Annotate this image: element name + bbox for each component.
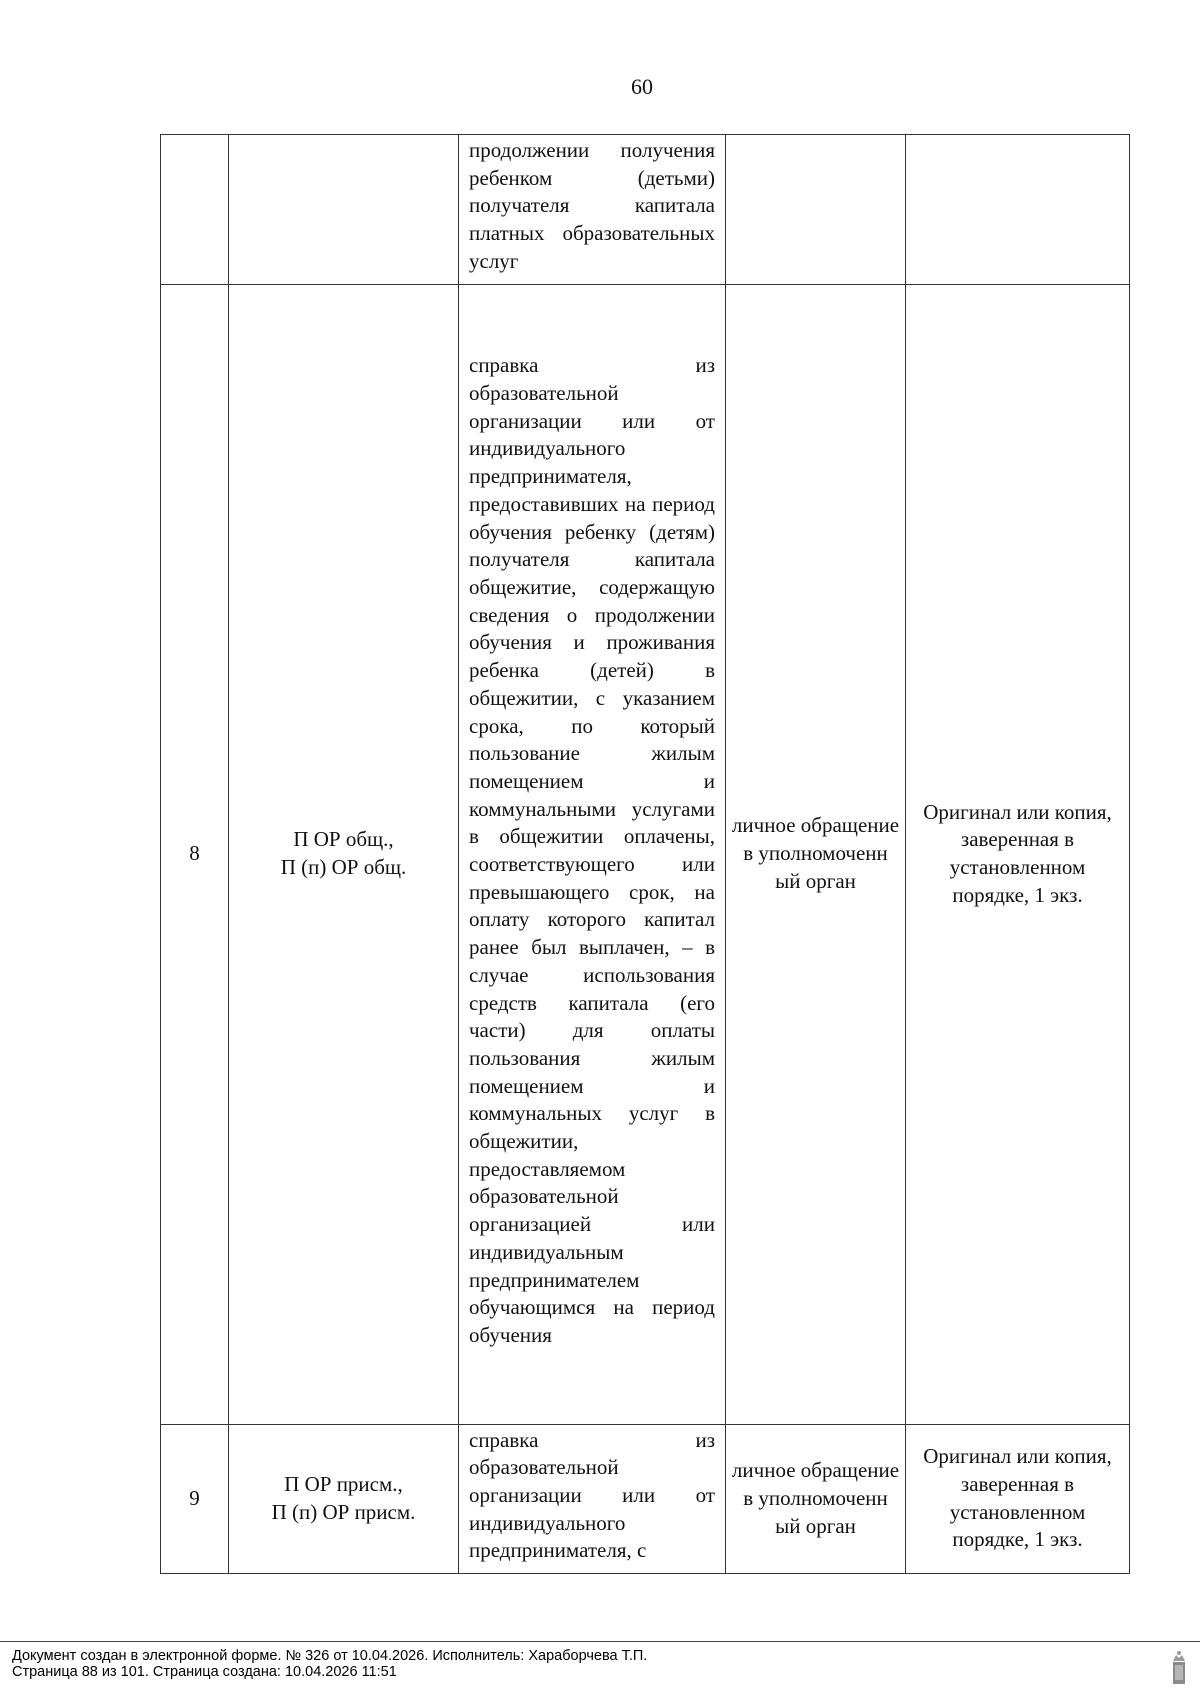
table-row <box>161 135 1130 285</box>
category-code-cell: П ОР общ., П (п) ОР общ. <box>229 284 459 1424</box>
footer-line-page: Страница 88 из 101. Страница создана: 10.04.2026 11:51 <box>12 1664 397 1680</box>
page-number: 60 <box>631 74 653 99</box>
row-number-cell: 9 <box>161 1424 229 1574</box>
footer-divider <box>0 1641 1200 1642</box>
document-form-cell: Оригинал или копия, заверенная в установленном порядке, 1 экз. <box>906 284 1130 1424</box>
document-form-cell <box>906 135 1130 285</box>
row-number-cell: 8 <box>161 284 229 1424</box>
document-footer <box>12 1648 647 1680</box>
document-form-cell: Оригинал или копия, заверенная в установленном порядке, 1 экз. <box>906 1424 1130 1574</box>
document-description-cell: продолжении получения ребенком (детьми) получателя капитала платных образовательных услуг <box>459 135 726 285</box>
document-description-cell: справка из образовательной организации или от индивидуального предпринимателя, предоставивших на период обучения ребенку (детям) получателя капитала общежитие, содержащую сведения о продолжении обучения и проживания ребенка (детей) в общежитии, с указанием срока, по который пользование жилым помещением и коммунальными услугами в общежитии оплачены, соответствующего или превышающего срок, на оплату которого капитал ранее был выплачен, – в случае использования средств капитала (его части) для оплаты пользования жилым помещением и коммунальных услуг в общежитии, предоставляемом образовательной организацией или индивидуальным предпринимателем обучающимся на период обучения <box>459 284 726 1424</box>
documents-table <box>160 134 1130 1574</box>
submission-method-cell <box>726 135 906 285</box>
document-description-cell: справка из образовательной организации или от индивидуального предпринимателя, с <box>459 1424 726 1574</box>
footer-line-document: Документ создан в электронной форме. № 326 от 10.04.2026. Исполнитель: Хараборчева Т.П. <box>12 1648 648 1664</box>
table-row <box>161 1424 1130 1574</box>
submission-method-cell: личное обращение в уполномоченн ый орган <box>726 1424 906 1574</box>
table-row <box>161 284 1130 1424</box>
category-code-cell: П ОР присм., П (п) ОР присм. <box>229 1424 459 1574</box>
category-code-cell <box>229 135 459 285</box>
coat-of-arms-icon <box>1170 1650 1188 1686</box>
submission-method-cell: личное обращение в уполномоченн ый орган <box>726 284 906 1424</box>
row-number-cell <box>161 135 229 285</box>
